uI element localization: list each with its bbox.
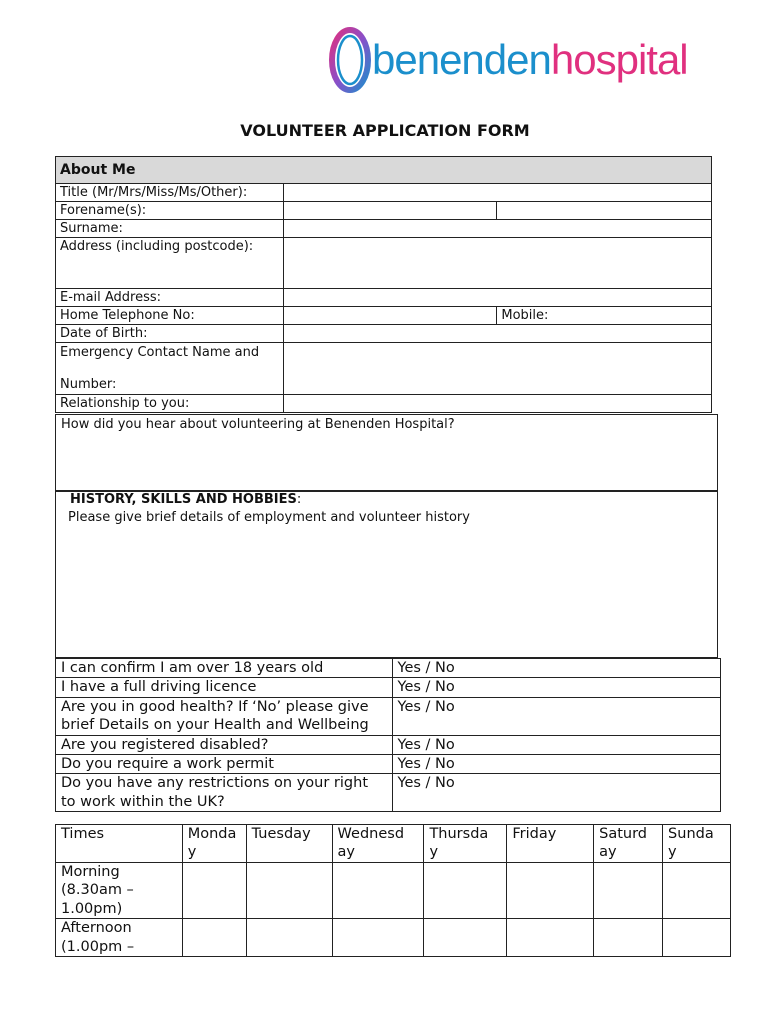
history-heading-text: HISTORY, SKILLS AND HOBBIES — [70, 492, 297, 507]
emergency-label-line1: Emergency Contact Name and — [60, 345, 260, 360]
day-header — [424, 825, 507, 863]
address-field[interactable] — [283, 238, 711, 289]
surname-label: Surname: — [56, 220, 284, 238]
afternoon-saturday-cell[interactable] — [594, 919, 663, 957]
form-title: VOLUNTEER APPLICATION FORM — [240, 121, 530, 140]
home-tel-field[interactable] — [283, 307, 497, 325]
afternoon-tuesday-cell[interactable] — [246, 919, 332, 957]
day-header — [663, 825, 731, 863]
forename-field-2[interactable] — [497, 202, 712, 220]
email-label: E-mail Address: — [56, 289, 284, 307]
mobile-label: Mobile: — [501, 308, 549, 323]
afternoon-monday-cell[interactable] — [182, 919, 246, 957]
confirm-question: Do you require a work permit — [56, 755, 393, 774]
morning-friday-cell[interactable] — [507, 863, 594, 919]
table-row — [56, 774, 721, 812]
forename-field-1[interactable] — [283, 202, 497, 220]
afternoon-wednesday-cell[interactable] — [332, 919, 424, 957]
table-row — [56, 755, 721, 774]
table-row — [56, 825, 731, 863]
morning-monday-cell[interactable] — [182, 863, 246, 919]
history-heading-suffix: : — [296, 492, 302, 507]
availability-table — [55, 824, 731, 957]
history-heading — [68, 492, 717, 507]
morning-tuesday-cell[interactable] — [246, 863, 332, 919]
afternoon-line: Afternoon — [61, 920, 132, 937]
table-row — [56, 919, 731, 957]
logo-text-benenden: benenden — [372, 36, 551, 83]
morning-wednesday-cell[interactable] — [332, 863, 424, 919]
relationship-label: Relationship to you: — [56, 395, 284, 413]
day-header — [246, 825, 332, 863]
surname-field[interactable] — [283, 220, 711, 238]
title-label: Title (Mr/Mrs/Miss/Ms/Other): — [56, 184, 284, 202]
morning-sunday-cell[interactable] — [663, 863, 731, 919]
day-saturday: Saturd ay — [599, 826, 648, 861]
day-header — [332, 825, 424, 863]
afternoon-line: (1.00pm – — [61, 938, 135, 955]
afternoon-slot-label — [56, 919, 183, 957]
hear-about-box[interactable] — [55, 414, 718, 492]
day-sunday: Sunda y — [668, 826, 714, 861]
table-row — [56, 863, 731, 919]
day-header — [594, 825, 663, 863]
emergency-contact-label — [56, 343, 284, 395]
relationship-field[interactable] — [283, 395, 711, 413]
day-thursday: Thursda y — [429, 826, 489, 861]
confirm-question: Are you registered disabled? — [56, 735, 393, 754]
confirm-question: I have a full driving licence — [56, 678, 393, 697]
day-wednesday: Wednesd ay — [337, 826, 405, 861]
confirm-answer[interactable]: Yes / No — [392, 755, 720, 774]
confirm-question: Do you have any restrictions on your right to work within the UK? — [56, 774, 393, 812]
day-friday: Friday — [512, 826, 557, 842]
morning-line: Morning — [61, 864, 120, 880]
dob-field[interactable] — [283, 325, 711, 343]
day-tuesday: Tuesday — [251, 826, 311, 842]
morning-saturday-cell[interactable] — [594, 863, 663, 919]
mobile-field[interactable] — [497, 307, 712, 325]
confirm-question: I can confirm I am over 18 years old — [56, 659, 393, 678]
home-tel-label: Home Telephone No: — [56, 307, 284, 325]
hospital-logo — [326, 22, 688, 98]
confirm-answer[interactable]: Yes / No — [392, 735, 720, 754]
day-monday: Monda y — [187, 826, 237, 861]
table-row — [56, 735, 721, 754]
afternoon-sunday-cell[interactable] — [663, 919, 731, 957]
about-me-heading: About Me — [56, 157, 712, 184]
confirm-question: Are you in good health? If ‘No’ please give brief Details on your Health and Wellbeing — [56, 697, 393, 735]
confirm-answer[interactable]: Yes / No — [392, 774, 720, 812]
emergency-label-line2: Number: — [60, 377, 117, 392]
morning-thursday-cell[interactable] — [424, 863, 507, 919]
day-header — [182, 825, 246, 863]
table-row — [56, 678, 721, 697]
title-field[interactable] — [283, 184, 711, 202]
emergency-contact-field[interactable] — [283, 343, 711, 395]
history-box[interactable] — [55, 490, 718, 658]
table-row — [56, 659, 721, 678]
hear-about-question: How did you hear about volunteering at Benenden Hospital? — [61, 417, 455, 432]
times-header: Times — [56, 825, 183, 863]
afternoon-thursday-cell[interactable] — [424, 919, 507, 957]
morning-line: (8.30am – — [61, 882, 134, 899]
day-header — [507, 825, 594, 863]
address-label: Address (including postcode): — [56, 238, 284, 289]
email-field[interactable] — [283, 289, 711, 307]
confirmation-table — [55, 658, 721, 812]
afternoon-friday-cell[interactable] — [507, 919, 594, 957]
confirm-answer[interactable]: Yes / No — [392, 659, 720, 678]
logo-text-hospital: hospital — [550, 36, 688, 83]
confirm-answer[interactable]: Yes / No — [392, 697, 720, 735]
history-instruction: Please give brief details of employment and volunteer history — [68, 510, 470, 525]
about-me-table — [55, 156, 712, 413]
morning-slot-label — [56, 863, 183, 919]
confirm-answer[interactable]: Yes / No — [392, 678, 720, 697]
dob-label: Date of Birth: — [56, 325, 284, 343]
morning-line: 1.00pm) — [61, 900, 123, 917]
forename-label: Forename(s): — [56, 202, 284, 220]
table-row — [56, 697, 721, 735]
